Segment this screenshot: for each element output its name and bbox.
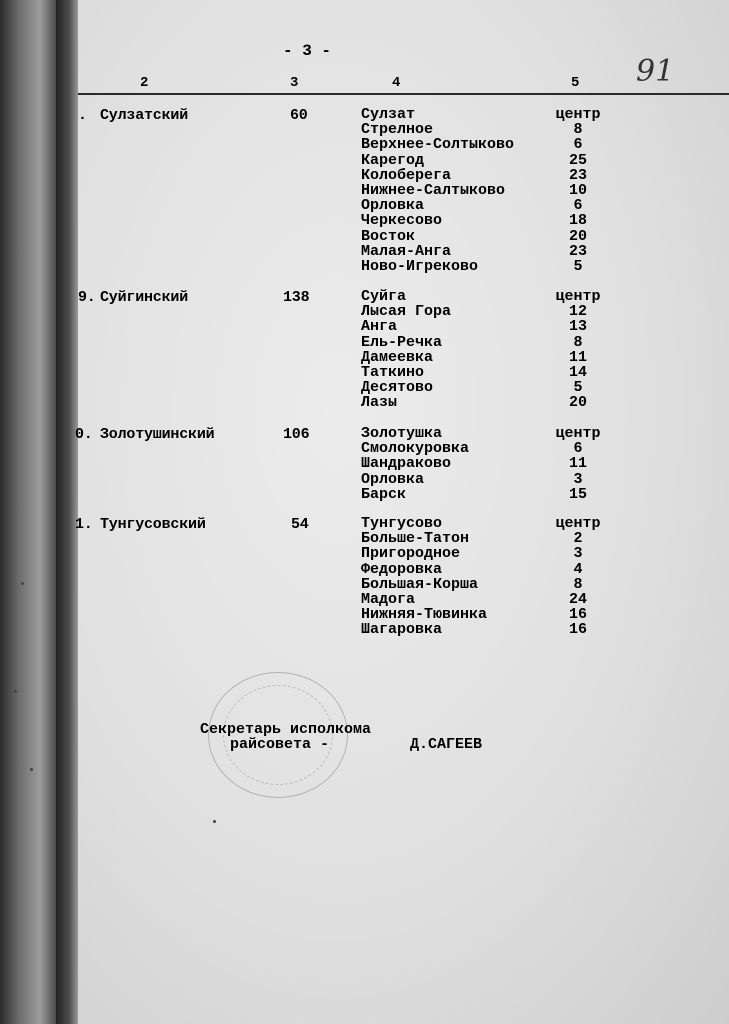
list-item: 8 <box>573 121 583 139</box>
list-item: 3 <box>573 545 583 563</box>
list-item: Суйга <box>361 288 407 305</box>
list-item: Десятово <box>361 379 434 397</box>
list-item: Лысая Гора <box>361 303 452 321</box>
list-item: Стрелное <box>361 121 434 139</box>
list-item: Нижнее-Салтыково <box>361 181 506 199</box>
list-item: Шагаровка <box>361 621 443 639</box>
distance-list <box>552 426 604 502</box>
list-item: центр <box>555 106 601 123</box>
list-item: 3 <box>573 470 583 488</box>
row-index: 1. <box>75 516 93 533</box>
list-item: центр <box>555 288 601 305</box>
list-item: 14 <box>568 363 587 381</box>
handwritten-folio-number: 91 <box>636 54 675 89</box>
list-item: Шандраково <box>361 455 452 473</box>
list-item: 16 <box>568 606 587 624</box>
signatory-name: Д.САГЕЕВ <box>410 736 483 753</box>
list-item: 6 <box>573 197 583 215</box>
list-item: Таткино <box>361 363 425 381</box>
header-rule <box>78 93 729 95</box>
list-item: Восток <box>361 227 416 245</box>
paper-speck <box>21 582 24 585</box>
list-item: 20 <box>568 394 587 412</box>
list-item: Ново-Игреково <box>361 257 479 275</box>
village-list <box>361 516 487 638</box>
list-item: центр <box>555 515 601 532</box>
list-item: Барск <box>361 485 407 503</box>
column-number-2: 2 <box>140 75 149 91</box>
list-item: 13 <box>568 318 587 336</box>
list-item: Орловка <box>361 197 425 215</box>
binding-shadow <box>56 0 78 1024</box>
list-item: 8 <box>573 575 583 593</box>
list-item: Большая-Корша <box>361 575 479 593</box>
distance-list <box>552 107 604 274</box>
population: 138 <box>283 289 310 306</box>
council-name: Тунгусовский <box>100 516 206 533</box>
list-item: 6 <box>573 136 583 154</box>
list-item: 12 <box>568 303 587 321</box>
list-item: Верхнее-Солтыково <box>361 136 515 154</box>
list-item: Мадога <box>361 590 416 608</box>
paper-speck <box>213 820 216 823</box>
signature-title-line-2: райсовета - <box>230 736 330 753</box>
council-name: Сулзатский <box>100 107 189 124</box>
list-item: Черкесово <box>361 212 443 230</box>
population: 106 <box>283 426 310 443</box>
list-item: 5 <box>573 379 583 397</box>
list-item: Лазы <box>361 394 398 412</box>
list-item: 23 <box>568 242 587 260</box>
paper-speck <box>30 768 33 771</box>
distance-list <box>552 516 604 638</box>
list-item: 2 <box>573 530 583 548</box>
list-item: 4 <box>573 560 583 578</box>
page-number: - 3 - <box>283 42 332 60</box>
column-number-5: 5 <box>571 75 580 91</box>
list-item: Малая-Анга <box>361 242 452 260</box>
list-item: Федоровка <box>361 560 443 578</box>
row-index: 9. <box>78 289 96 306</box>
list-item: Больше-Татон <box>361 530 470 548</box>
list-item: Ель-Речка <box>361 333 443 351</box>
village-list <box>361 426 469 502</box>
list-item: Колоберега <box>361 166 452 184</box>
list-item: Дамеевка <box>361 348 434 366</box>
village-list <box>361 107 514 274</box>
list-item: Тунгусово <box>361 515 443 532</box>
population: 60 <box>290 107 308 124</box>
village-list <box>361 289 451 411</box>
paper-speck <box>14 690 17 693</box>
list-item: 23 <box>568 166 587 184</box>
council-name: Суйгинский <box>100 289 189 306</box>
list-item: 18 <box>568 212 587 230</box>
council-name: Золотушинский <box>100 426 215 443</box>
signature-title-line-1: Секретарь исполкома <box>200 721 372 738</box>
list-item: Сулзат <box>361 106 416 123</box>
list-item: Смолокуровка <box>361 440 470 458</box>
column-number-3: 3 <box>290 75 299 91</box>
list-item: 5 <box>573 257 583 275</box>
list-item: 11 <box>568 455 587 473</box>
list-item: 16 <box>568 621 587 639</box>
list-item: 20 <box>568 227 587 245</box>
list-item: 24 <box>568 590 587 608</box>
row-index: 0. <box>75 426 93 443</box>
list-item: Золотушка <box>361 425 443 442</box>
list-item: Карегод <box>361 151 425 169</box>
list-item: 8 <box>573 333 583 351</box>
list-item: 10 <box>568 181 587 199</box>
list-item: 25 <box>568 151 587 169</box>
column-number-4: 4 <box>392 75 401 91</box>
distance-list <box>552 289 604 411</box>
list-item: 11 <box>568 348 587 366</box>
list-item: Нижняя-Тювинка <box>361 606 488 624</box>
population: 54 <box>291 516 309 533</box>
list-item: 15 <box>568 485 587 503</box>
list-item: Орловка <box>361 470 425 488</box>
list-item: центр <box>555 425 601 442</box>
list-item: Анга <box>361 318 398 336</box>
list-item: 6 <box>573 440 583 458</box>
row-index: . <box>78 107 87 124</box>
list-item: Пригородное <box>361 545 461 563</box>
